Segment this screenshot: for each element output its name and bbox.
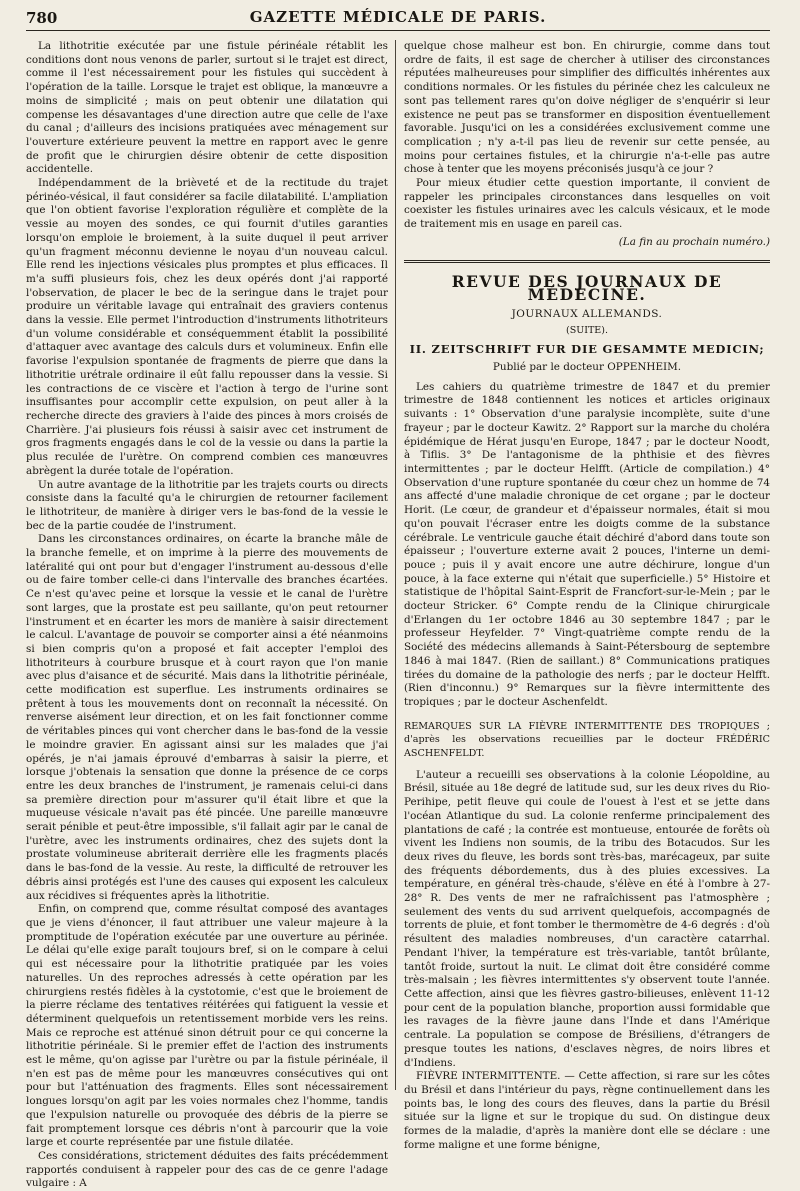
paragraph: La lithotritie exécutée par une fistule périnéale rétablit les conditions dont nous venons de parler, surtout si le trajet est direct, comme il l'est nécessairement pour les fistules qui succèdent à l'opération de la taille. Lorsque le trajet est oblique, la manœuvre a moins de simplicité ; mais on peut obtenir une dilatation qui compense les désavantages d'une direction autre que celle de l'axe du canal ; d'ailleurs des incisions pratiquées avec ménagement sur l'ouverture extérieure peuvent la mettre en rapport avec le genre de profit que le chirurgien désire obtenir de cette disposition accidentelle. (26, 40, 388, 176)
paragraph: Dans les circonstances ordinaires, on écarte la branche mâle de la branche femelle, et on imprime à la pierre des mouvements de latéralité qui ont pour but d'engager l'instrument au-dessous d'elle ou de faire tomber celle-ci dans l'intervalle des branches écartées. Ce n'est qu'avec peine et lorsque la vessie et le canal de l'urètre sont larges, que la prostate est peu saillante, qu'on peut retourner l'instrument et en écarter les mors de manière à saisir directement le calcul. L'avantage de pouvoir se comporter ainsi a été néanmoins si bien compris qu'on a proposé et fait accepter l'emploi des lithotriteurs à courbure brusque et à court rayon que l'on manie avec plus d'aisance et de sécurité. Mais dans la lithotritie périnéale, cette modification est superflue. Les instruments ordinaires se prêtent à tous les mouvements dont on reconnaît la nécessité. On renverse aisément leur direction, et on les fait fonctionner comme de véritables pinces qui vont chercher dans le bas-fond de la vessie le moindre gravier. En agissant ainsi sur les malades que j'ai opérés, je n'ai jamais éprouvé d'embarras à saisir la pierre, et lorsque j'obtenais la sensation que donne la présence de ce corps entre les deux branches de l'instrument, je ramenais celui-ci dans sa première direction pour m'assurer qu'il était libre et que la muqueuse vésicale n'avait pas été pincée. Une pareille manœuvre serait pénible et peut-être impossible, s'il fallait agir par le canal de l'urètre, avec les instruments ordinaires, chez des sujets dont la prostate volumineuse abriterait derrière elle les fragments placés dans le bas-fond de la vessie. Au reste, la difficulté de retrouver les débris ainsi protégés est l'une des causes qui exposent les calculeux aux récidives si fréquentes après la lithotritie. (26, 533, 388, 902)
paragraph: Pour mieux étudier cette question importante, il convient de rappeler les principales circonstances dans lesquelles on voit coexister les fistules urinaires avec les calculs vésicaux, et le mode de traitement mis en usage en pareil cas. (404, 177, 770, 231)
column-divider (395, 40, 396, 1090)
suite-label: (SUITE). (566, 324, 608, 336)
section-name: JOURNAUX ALLEMANDS. (511, 307, 663, 320)
paragraph: quelque chose malheur est bon. En chirurgie, comme dans tout ordre de faits, il est sage de chercher à utiliser des circonstances réputées malheureuses pour simplifier des difficultés inhérentes aux conditions normales. Or les fistules du périnée chez les calculeux ne sont pas tellement rares qu'on doive négliger de s'enquérir si leur existence ne peut pas se transformer en disposition éventuellement favorable. Jusqu'ici on les a considérées exclusivement comme une complication ; n'y a-t-il pas lieu de revenir sur cette pensée, au moins pour certaines fistules, et la chirurgie n'a-t-elle pas autre chose à tenter que les moyens préconisés jusqu'à ce jour ? (404, 40, 770, 176)
paragraph: Enfin, on comprend que, comme résultat composé des avantages que je viens d'énoncer, il faut attribuer une valeur majeure à la promptitude de l'opération exécutée par une ouverture au périnée. Le délai qu'elle exige paraît toujours bref, si on le compare à celui qui est nécessaire pour la lithotritie pratiquée par les voies naturelles. Un des reproches adressés à cette opération par les chirurgiens restés fidèles à la cystotomie, c'est que le broiement de la pierre réclame des tentatives réitérées qui fatiguent la vessie et déterminent quelquefois un retentissement morbide vers les reins. Mais ce reproche est atténué sinon détruit pour ce qui concerne la lithotritie périnéale. Si le premier effet de l'action des instruments est le même, qu'on agisse par l'urètre ou par la fistule périnéale, il n'en est pas de même pour les manœuvres consécutives qui ont pour but l'atténuation des fragments. Elles sont nécessairement longues lorsqu'on agit par les voies normales chez l'homme, tandis que l'expulsion naturelle ou provoquée des débris de la pierre se fait promptement lorsque ces débris n'ont à parcourir que la voie large et courte représentée par une fistule dilatée. (26, 903, 388, 1149)
revue-title: REVUE DES JOURNAUX DE MÉDECINE. (451, 271, 723, 305)
page-header (26, 8, 770, 31)
paragraph: L'auteur a recueilli ses observations à la colonie Léopoldine, au Brésil, située au 18e degré de latitude sud, sur les deux rives du Rio-Perihipe, petit fleuve qui coule de l'ouest à l'est et se jette dans l'océan Atlantique du sud. La colonie renferme principalement des plantations de café ; la contrée est montueuse, entourée de forêts où vivent les Indiens non soumis, de la tribu des Botacudos. Sur les deux rives du fleuve, les bords sont très-bas, marécageux, par suite des fréquents débordements, dus à des pluies excessives. La température, en général très-chaude, s'élève en été à l'ombre à 27-28° R. Des vents de mer ne rafraîchissent pas l'atmosphère ; seulement des vents du sud arrivent quelquefois, accompagnés de torrents de pluie, et font tomber le thermomètre de 4-6 degrés : d'où résultent des maladies nombreuses, d'un caractère catarrhal. Pendant l'hiver, la température est très-variable, tantôt brûlante, tantôt froide, surtout la nuit. Le climat doit être considéré comme très-malsain ; les fièvres intermittentes s'y observent toute l'année. Cette affection, ainsi que les fièvres gastro-bilieuses, enlèvent 11-12 pour cent de la population blanche, proportion aussi formidable que les ravages de la fièvre jaune dans l'Inde et dans l'Amérique centrale. La population se compose de Brésiliens, d'étrangers de presque toutes les nations, d'esclaves nègres, de noirs libres et d'Indiens. (404, 768, 770, 1069)
contents-paragraph: Les cahiers du quatrième trimestre de 1847 et du premier trimestre de 1848 contiennent les notices et articles originaux suivants : 1° Observation d'une paralysie incomplète, suite d'une frayeur ; par le docteur Kawitz. 2° Rapport sur la marche du choléra épidémique de Hérat jusqu'en Europe, 1847 ; par le docteur Noodt, à Tiflis. 3° De l'antagonisme de la phthisie et des fièvres intermittentes ; par le docteur Helfft. (Article de compilation.) 4° Observation d'une rupture spontanée du cœur chez un homme de 74 ans affecté d'une maladie chronique de cet organe ; par le docteur Horit. (Le cœur, de grandeur et d'épaisseur normales, était si mou qu'on pouvait l'écraser entre les doigts comme de la substance cérébrale. Le ventricule gauche était déchiré d'abord dans toute son épaisseur ; l'ouverture externe avait 2 pouces, l'interne un demi-pouce ; puis il y avait encore une autre déchirure, longue d'un pouce, à la face externe qui n'était que superficielle.) 5° Histoire et statistique de l'hôpital Saint-Esprit de Francfort-sur-le-Mein ; par le docteur Stricker. 6° Compte rendu de la Clinique chirurgicale d'Erlangen du 1er octobre 1846 au 30 septembre 1847 ; par le professeur Heyfelder. 7° Vingt-quatrième compte rendu de la Société des médecins allemands à Saint-Pétersbourg de septembre 1846 à mai 1847. (Rien de saillant.) 8° Communications pratiques tirées du domaine de la pathologie des nerfs ; par le docteur Helfft. (Rien d'inconnu.) 9° Remarques sur la fièvre intermittente des tropiques ; par le docteur Aschenfeldt. (404, 380, 770, 708)
paragraph: FIÈVRE INTERMITTENTE. — Cette affection, si rare sur les côtes du Brésil et dans l'intérieur du pays, règne continuellement dans les points bas, le long des cours des fleuves, dans la partie du Brésil située sur la ligne et sur le tropique du sud. On distingue deux formes de la maladie, d'après la manière dont elle se déclare : une forme maligne et une forme bénigne, (404, 1070, 770, 1151)
paragraph: Indépendamment de la brièveté et de la rectitude du trajet périnéo-vésical, il faut considérer sa facile dilatabilité. L'ampliation que l'on obtient favorise l'exploration régulière et complète de la vessie au moyen des sondes, ce qui fournit d'utiles garanties lorsqu'on emploie le broiement, à la suite duquel il peut arriver qu'un fragment méconnu devienne le noyau d'un nouveau calcul. Elle rend les injections vésicales plus promptes et plus efficaces. Il m'a suffi plusieurs fois, chez les deux opérés dont j'ai rapporté l'observation, de placer le bec de la seringue dans le trajet pour produire un véritable lavage qui entraînait des graviers contenus dans la vessie. Elle permet l'introduction d'instruments lithotriteurs d'un volume considérable et conséquemment établit la possibilité d'attaquer avec avantage des calculs durs et volumineux. Enfin elle favorise l'expulsion spontanée de fragments de pierre que dans la lithotritie urétrale ordinaire il eût fallu repousser dans la vessie. Si les contractions de ce viscère et l'action à tergo de l'urine sont insuffisantes pour accomplir cette expulsion, on peut aller à la recherche directe des graviers à l'aide des pinces à mors croisés de Charrière. J'ai plusieurs fois réussi à saisir avec cet instrument de gros fragments engagés dans le col de la vessie ou dans la partie la plus reculée de l'urètre. On comprend combien ces manœuvres abrègent la durée totale de l'opération. (26, 177, 388, 477)
journal-heading: II. ZEITSCHRIFT FUR DIE GESAMMTE MEDICIN; (409, 342, 765, 357)
to-be-continued-note: (La fin au prochain numéro.) (618, 235, 770, 248)
paragraph: Un autre avantage de la lithotritie par les trajets courts ou directs consiste dans la faculté qu'a le chirurgien de retourner facilement le lithotriteur, de manière à diriger vers le bas-fond de la vessie le bec de la partie coudée de l'instrument. (26, 478, 388, 532)
right-column (404, 40, 770, 1151)
page-number: 780 (26, 9, 58, 27)
left-column (26, 40, 388, 1190)
section-divider (404, 260, 770, 263)
journal-title: GAZETTE MÉDICALE DE PARIS. (249, 8, 547, 26)
remarques-heading: REMARQUES SUR LA FIÈVRE INTERMITTENTE DES TROPIQUES ; d'après les observations recueillies par le docteur FRÉDÉRIC ASCHENFELDT. (404, 720, 770, 760)
paragraph: Ces considérations, strictement déduites des faits précédemment rapportés conduisent à rappeler pour des cas de ce genre l'adage vulgaire : A (26, 1149, 388, 1190)
publisher-line: Publié par le docteur OPPENHEIM. (492, 361, 682, 374)
